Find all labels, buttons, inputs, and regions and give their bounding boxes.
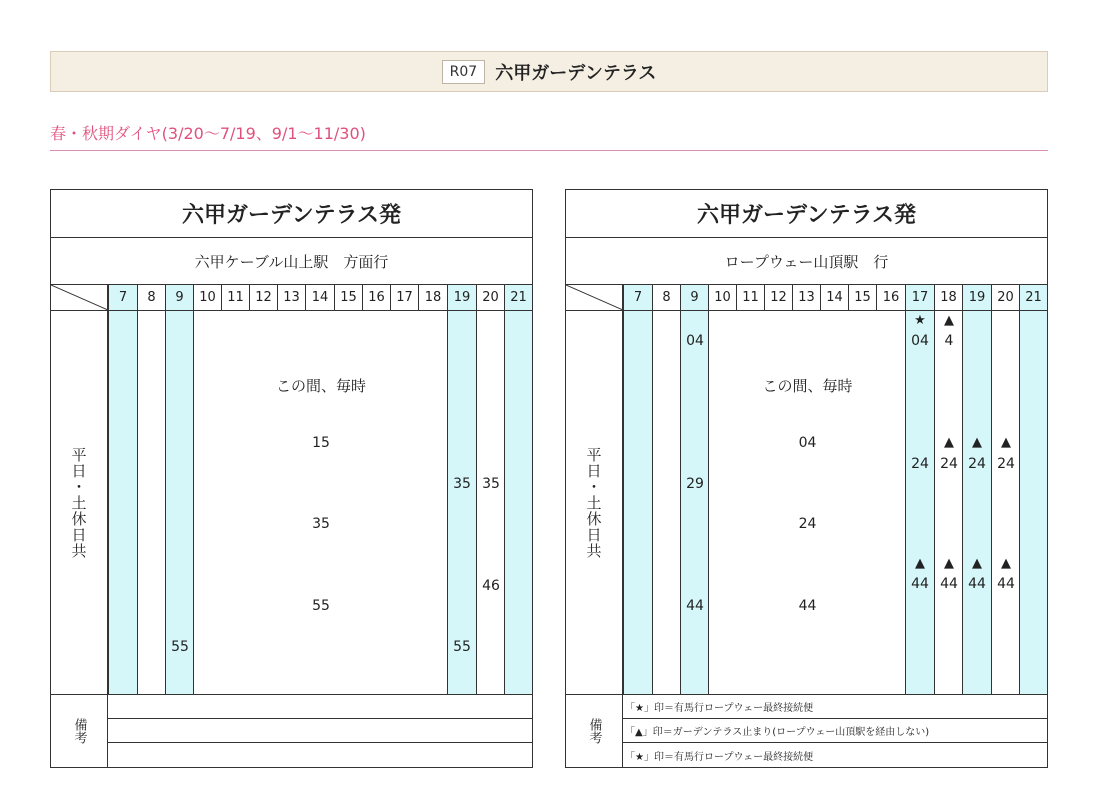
corner-cell (51, 285, 108, 310)
hour-cell: 8 (137, 285, 165, 310)
every-hour-note: この間、毎時 (762, 377, 853, 395)
departure-minute: 24 (997, 456, 1015, 472)
station-name: 六甲ガーデンテラス (495, 62, 657, 84)
every-hour-note: この間、毎時 (275, 377, 366, 395)
hour-cell: 18 (934, 285, 962, 310)
hour-cell: 13 (277, 285, 305, 310)
triangle-mark: ▲ (944, 435, 954, 450)
hour-cell: 15 (334, 285, 362, 310)
triangle-mark: ▲ (944, 556, 954, 571)
hour-cell: 21 (504, 285, 532, 310)
departure-minute: 44 (798, 598, 817, 614)
hour-column-9 (165, 311, 193, 694)
departure-minute: 55 (453, 639, 471, 655)
hour-cell: 20 (476, 285, 504, 310)
hour-column-10-16 (708, 311, 905, 694)
hour-cell: 18 (418, 285, 447, 310)
departure-minute: 46 (482, 578, 500, 594)
day-type-label: 平日・土休日共 (51, 311, 108, 694)
departure-minute: 55 (171, 639, 189, 655)
hour-cell: 15 (848, 285, 876, 310)
triangle-mark: ▲ (972, 435, 982, 450)
hour-header-row (566, 284, 1047, 311)
hour-cell: 14 (820, 285, 848, 310)
hour-cell: 21 (1019, 285, 1047, 310)
hour-column-19 (962, 311, 991, 694)
note-row (108, 719, 532, 743)
hour-column-17 (905, 311, 934, 694)
day-type-label: 平日・土休日共 (566, 311, 623, 694)
hour-column-21 (504, 311, 532, 694)
departure-minute: 04 (686, 333, 704, 349)
note-row: 「▲」印＝ガーデンテラス止まり(ロープウェー山頂駅を経由しない) (623, 719, 1047, 743)
notes-label: 備考 (51, 695, 108, 767)
hour-cell: 20 (991, 285, 1019, 310)
hour-column-7 (108, 311, 137, 694)
station-code: R07 (442, 60, 486, 84)
departure-minute: 04 (911, 333, 929, 349)
timetable-title: 六甲ガーデンテラス発 (697, 203, 916, 228)
hour-cell: 19 (962, 285, 991, 310)
departure-minute: 24 (911, 456, 929, 472)
timetable-left (50, 189, 533, 768)
departure-minute: 44 (911, 576, 929, 592)
season-label: 春・秋期ダイヤ(3/20〜7/19、9/1〜11/30) (50, 124, 366, 143)
station-header (50, 51, 1048, 92)
triangle-mark: ▲ (915, 556, 925, 571)
hour-header-row (51, 284, 532, 311)
hour-cell: 12 (249, 285, 277, 310)
triangle-mark: ▲ (944, 313, 954, 328)
hour-cell: 17 (390, 285, 418, 310)
triangle-mark: ▲ (1001, 435, 1011, 450)
note-row: 「★」印＝有馬行ロープウェー最終接続便 (623, 695, 1047, 719)
hour-cell: 19 (447, 285, 476, 310)
note-row (108, 695, 532, 719)
departure-minute: 44 (940, 576, 958, 592)
hour-column-18 (934, 311, 962, 694)
departure-minute: 15 (312, 435, 330, 451)
notes-section (566, 695, 1047, 767)
hour-cell: 10 (193, 285, 221, 310)
departure-minute: 35 (312, 516, 330, 532)
hour-cell: 7 (623, 285, 652, 310)
departure-minute: 24 (968, 456, 986, 472)
hour-cell: 17 (905, 285, 934, 310)
corner-cell (566, 285, 623, 310)
hour-cell: 9 (165, 285, 193, 310)
departure-minute: 55 (312, 598, 330, 614)
timetable-title: 六甲ガーデンテラス発 (182, 203, 401, 228)
departure-minute: 4 (944, 333, 954, 349)
hour-cell: 7 (108, 285, 137, 310)
star-mark: ★ (914, 313, 926, 328)
hour-cell: 10 (708, 285, 736, 310)
triangle-mark: ▲ (1001, 556, 1011, 571)
hour-cell: 12 (764, 285, 792, 310)
departure-minute: 44 (997, 576, 1015, 592)
hour-column-9 (680, 311, 708, 694)
departure-minute: 24 (798, 516, 817, 532)
departure-minute: 04 (798, 435, 817, 451)
departure-minute: 24 (940, 456, 958, 472)
timetable-right (565, 189, 1048, 768)
notes-label: 備考 (566, 695, 623, 767)
departure-minute: 35 (482, 476, 500, 492)
hour-column-20 (991, 311, 1019, 694)
note-row (108, 743, 532, 767)
timetable-body (51, 311, 532, 695)
hour-column-21 (1019, 311, 1047, 694)
hour-cell: 9 (680, 285, 708, 310)
hour-cell: 13 (792, 285, 820, 310)
departure-minute: 44 (686, 598, 704, 614)
triangle-mark: ▲ (972, 556, 982, 571)
hour-cell: 11 (736, 285, 764, 310)
season-divider (50, 150, 1048, 151)
departure-minute: 35 (453, 476, 471, 492)
departure-minute: 44 (968, 576, 986, 592)
hour-cell: 16 (362, 285, 390, 310)
hour-cell: 14 (305, 285, 334, 310)
note-row: 「★」印＝有馬行ロープウェー最終接続便 (625, 751, 814, 763)
timetable-body (566, 311, 1047, 695)
departure-minute: 29 (686, 476, 704, 492)
hour-column-20 (476, 311, 504, 694)
hour-cell: 11 (221, 285, 249, 310)
hour-column-7 (623, 311, 652, 694)
hour-column-8 (652, 311, 680, 694)
hour-cell: 8 (652, 285, 680, 310)
hour-cell: 16 (876, 285, 905, 310)
notes-section (51, 695, 532, 767)
hour-column-10-18 (193, 311, 447, 694)
timetable-destination: 六甲ケーブル山上駅 方面行 (51, 237, 532, 285)
hour-column-19 (447, 311, 476, 694)
timetable-destination: ロープウェー山頂駅 行 (566, 237, 1047, 285)
hour-column-8 (137, 311, 165, 694)
